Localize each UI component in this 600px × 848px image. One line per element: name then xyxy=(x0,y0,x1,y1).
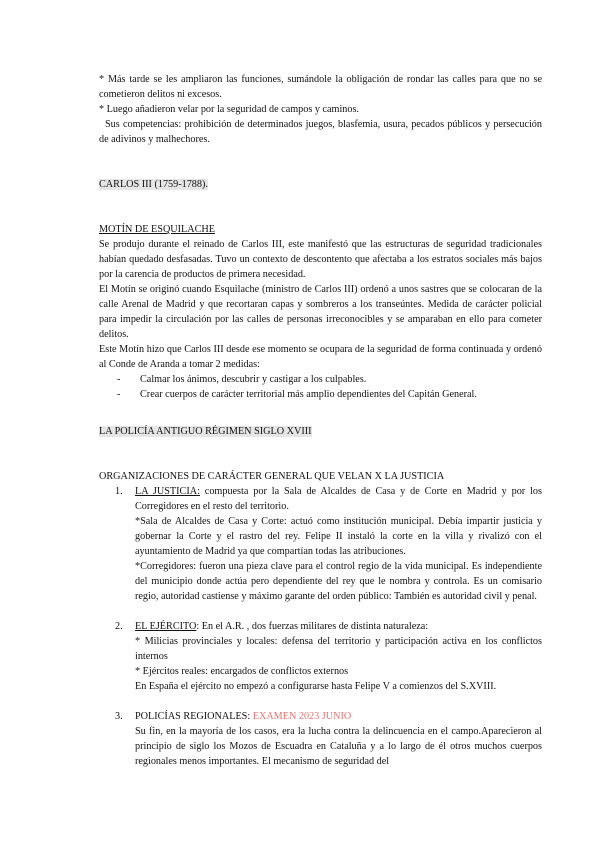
motin-heading-text: MOTÍN DE ESQUILACHE xyxy=(99,224,216,235)
motin-paragraph-2: El Motín se originó cuando Esquilache (ministro de Carlos III) ordenó a unos sastres que se colocaran de la calle Arenal de Madrid y que recortaran capas y sombreros a los transeúntes. Medida de carácter policial para impedir la circulación por las calles de personas irreconocibles y se amparaban en ello para cometer delitos. xyxy=(99,284,542,340)
regionales-title: POLICÍAS REGIONALES: xyxy=(135,711,251,722)
org-item-regionales xyxy=(99,709,542,769)
ejercito-title: EL EJÉRCITO xyxy=(135,621,197,632)
measure-item: - Crear cuerpos de carácter territorial más amplio dependientes del Capitán General. xyxy=(99,387,542,402)
motin-paragraph-1: Se produjo durante el reinado de Carlos III, este manifestó que las estructuras de seguridad tradicionales habían quedado desfasadas. Tuvo un contexto de descontento que afectaba a los estratos sociales más bajos por la carencia de productos de primera necesidad. xyxy=(99,239,542,280)
exam-tag: EXAMEN 2023 JUNIO xyxy=(250,711,352,722)
org-number: 1. xyxy=(115,486,123,497)
orgs-heading: ORGANIZACIONES DE CARÁCTER GENERAL QUE VELAN X LA JUSTICIA xyxy=(99,471,445,482)
document-page xyxy=(99,72,542,769)
ejercito-espana: En España el ejército no empezó a configurarse hasta Felipe V a comienzos del S.XVIII. xyxy=(135,681,497,692)
ejercito-reales: * Ejércitos reales: encargados de conflictos externos xyxy=(135,666,349,677)
ejercito-intro xyxy=(135,619,542,634)
ejercito-milicias: * Milicias provinciales y locales: defensa del territorio y participación activa en los conflictos internos xyxy=(135,636,542,662)
carlos-heading xyxy=(99,177,542,192)
measure-item: - Calmar los ánimos, descubrir y castigar a los culpables. xyxy=(99,372,542,387)
measures-list xyxy=(99,372,542,402)
justicia-title: LA JUSTICIA: xyxy=(135,486,200,497)
org-number: 3. xyxy=(115,711,123,722)
justicia-intro xyxy=(135,484,542,514)
regionales-text: Su fin, en la mayoría de los casos, era la lucha contra la delincuencia en el campo.Aparecieron al principio de siglo los Mozos de Escuadra en Cataluña y a lo largo de él otros muchos cuerpos regionales menos importantes. El mecanismo de seguridad del xyxy=(135,726,542,767)
intro-line-1: * Más tarde se les ampliaron las funciones, sumándole la obligación de rondar las calles para que no se cometieron delitos ni excesos. xyxy=(99,74,542,100)
carlos-heading-text: CARLOS III (1759-1788). xyxy=(99,179,208,190)
intro-line-2: * Luego añadieron velar por la seguridad de campos y caminos. xyxy=(99,104,359,115)
policia-heading-text: LA POLICÍA ANTIGUO RÉGIMEN SIGLO XVIII xyxy=(99,426,312,437)
ejercito-rest: : En el A.R. , dos fuerzas militares de distinta naturaleza: xyxy=(196,621,429,632)
justicia-rest: compuesta por la Sala de Alcaldes de Casa y de Corte en Madrid y por los Corregidores en el resto del territorio. xyxy=(135,486,542,512)
org-number: 2. xyxy=(115,621,123,632)
orgs-list xyxy=(99,484,542,769)
org-item-ejercito xyxy=(99,619,542,694)
motin-paragraph-3: Este Motín hizo que Carlos III desde ese momento se ocupara de la seguridad de forma continuada y ordenó al Conde de Aranda a tomar 2 medidas: xyxy=(99,344,542,370)
justicia-sala: *Sala de Alcaldes de Casa y Corte: actuó como institución municipal. Debía impartir justicia y gobernar la Corte y el rastro del rey. Felipe II instaló la corte en la villa y rivalizó con el ayuntamiento de Madrid ya que compartían todas las atribuciones. xyxy=(135,516,542,557)
intro-line-3: Sus competencias: prohibición de determinados juegos, blasfemia, usura, pecados públicos y persecución de adivinos y malhechores. xyxy=(99,119,542,145)
regionales-intro xyxy=(135,709,542,724)
policia-heading xyxy=(99,424,542,439)
motin-heading xyxy=(99,222,542,237)
justicia-corregidores: *Corregidores: fueron una pieza clave para el control regio de la vida municipal. Es independiente del municipio donde actúa pero dependiente del rey que le nombra y controla. Es un comisario regio, autoridad castiense y máximo garante del orden público: También es autoridad civil y penal. xyxy=(135,561,542,602)
org-item-justicia xyxy=(99,484,542,604)
